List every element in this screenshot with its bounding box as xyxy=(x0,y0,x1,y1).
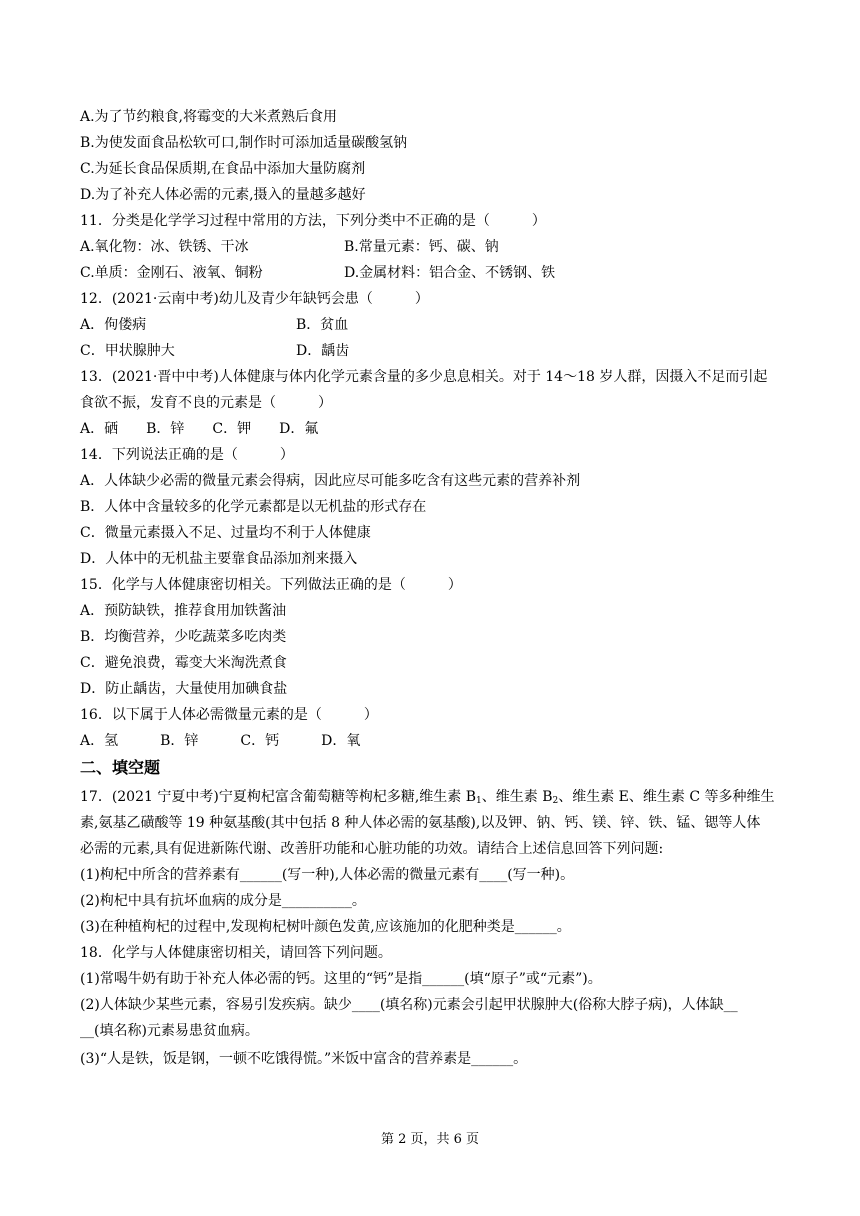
question-18: 18．化学与人体健康密切相关，请回答下列问题。 xyxy=(80,945,392,961)
q17-text: 17．(2021 宁夏中考)宁夏枸杞富含葡萄糖等枸杞多糖,维生素 B xyxy=(80,789,477,805)
option-line: B.常量元素：钙、碳、钠 xyxy=(344,239,499,255)
option-line: C.单质：金刚石、液氧、铜粉 xyxy=(80,265,263,281)
question-12: 12．(2021·云南中考)幼儿及青少年缺钙会患（ ） xyxy=(80,291,429,307)
option-line: C．避免浪费，霉变大米淘洗煮食 xyxy=(80,655,287,671)
option-line: A．氢 B．锌 C．钙 D．氧 xyxy=(80,733,361,749)
option-line: D.金属材料：铝合金、不锈钢、铁 xyxy=(344,265,556,281)
page-footer: 第 2 页，共 6 页 xyxy=(380,1132,480,1147)
option-line: D．龋齿 xyxy=(296,343,350,359)
question-15: 15．化学与人体健康密切相关。下列做法正确的是（ ） xyxy=(80,577,462,593)
question-17 xyxy=(80,788,775,810)
sub-question: (2)枸杞中具有抗坏血病的成分是__________。 xyxy=(80,893,366,909)
option-line: A．硒 B．锌 C．钾 D．氟 xyxy=(80,421,319,437)
option-line: D.为了补充人体必需的元素,摄入的量越多越好 xyxy=(80,187,366,203)
option-line: A.为了节约粮食,将霉变的大米煮熟后食用 xyxy=(80,109,338,125)
option-line: B．贫血 xyxy=(296,317,349,333)
q17-text: 、维生素 B xyxy=(481,789,553,805)
question-13-cont: 食欲不振，发育不良的元素是（ ） xyxy=(80,395,332,411)
sub-question: (3)在种植枸杞的过程中,发现枸杞树叶颜色发黄,应该施加的化肥种类是______。 xyxy=(80,919,571,935)
sub-question: (2)人体缺少某些元素，容易引发疾病。缺少____(填名称)元素会引起甲状腺肿大(俗称大脖子病)，人体缺__ xyxy=(80,997,738,1013)
option-line: D．人体中的无机盐主要靠食品添加剂来摄入 xyxy=(80,551,358,567)
question-17-cont: 素,氨基乙磺酸等 19 种氨基酸(其中包括 8 种人体必需的氨基酸),以及钾、钠、钙、镁、锌、铁、锰、锶等人体 xyxy=(80,815,761,831)
q17-text: 、维生素 E、维生素 C 等多种维生 xyxy=(558,789,775,805)
subscript: 2 xyxy=(552,796,559,806)
subscript: 1 xyxy=(476,796,482,806)
option-line: C．甲状腺肿大 xyxy=(80,343,175,359)
question-14: 14．下列说法正确的是（ ） xyxy=(80,447,294,463)
question-11: 11．分类是化学学习过程中常用的方法，下列分类中不正确的是（ ） xyxy=(80,213,546,229)
option-line: A．预防缺铁，推荐食用加铁酱油 xyxy=(80,603,287,619)
option-line: B．均衡营养，少吃蔬菜多吃肉类 xyxy=(80,629,287,645)
option-line: C．微量元素摄入不足、过量均不利于人体健康 xyxy=(80,525,371,541)
sub-question: (3)“人是铁，饭是钢，一顿不吃饿得慌。”米饭中富含的营养素是______。 xyxy=(80,1051,528,1067)
question-13: 13．(2021·晋中中考)人体健康与体内化学元素含量的多少息息相关。对于 14～18 岁人群，因摄入不足而引起 xyxy=(80,369,768,385)
sub-question: (1)常喝牛奶有助于补充人体必需的钙。这里的“钙”是指______(填“原子”或“元素”)。 xyxy=(80,971,602,987)
option-line: B．人体中含量较多的化学元素都是以无机盐的形式存在 xyxy=(80,499,427,515)
sub-question-cont: __(填名称)元素易患贫血病。 xyxy=(80,1023,259,1039)
option-line: D．防止龋齿，大量使用加碘食盐 xyxy=(80,681,288,697)
sub-question: (1)枸杞中所含的营养素有______(写一种),人体必需的微量元素有____(写一种)。 xyxy=(80,867,575,883)
question-16: 16．以下属于人体必需微量元素的是（ ） xyxy=(80,707,378,723)
option-line: A.氧化物：冰、铁锈、干冰 xyxy=(80,239,249,255)
option-line: A．佝偻病 xyxy=(80,317,147,333)
option-line: C.为延长食品保质期,在食品中添加大量防腐剂 xyxy=(80,161,366,177)
option-line: A．人体缺少必需的微量元素会得病，因此应尽可能多吃含有这些元素的营养补剂 xyxy=(80,473,581,489)
section-heading: 二、填空题 xyxy=(80,758,161,777)
option-line: B.为使发面食品松软可口,制作时可添加适量碳酸氢钠 xyxy=(80,135,408,151)
question-17-cont: 必需的元素,具有促进新陈代谢、改善肝功能和心脏功能的功效。请结合上述信息回答下列问题: xyxy=(80,841,664,857)
